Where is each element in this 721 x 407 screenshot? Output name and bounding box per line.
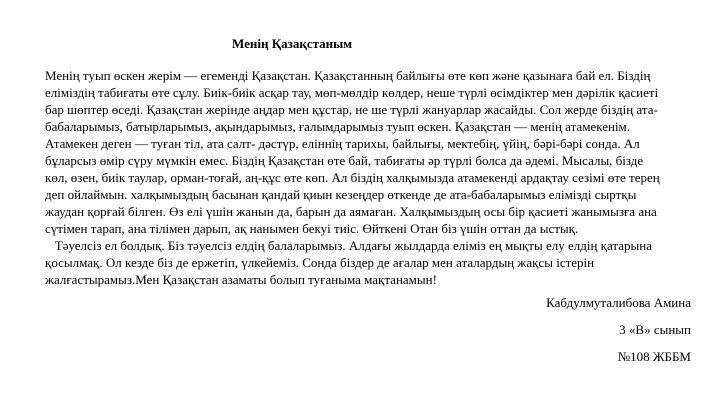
essay-line: еліміздің табиғаты өте сұлу. Биік-биік асқар тау, мөп-мөлдір көлдер, неше түрлі өсімдіктер мен дәрілік қасиеті [45, 85, 659, 100]
essay-line: Атамекен деген — туған тіл, ата салт- дәстүр, еліннің тарихы, байлығы, мектебің, үйің, бәрі-бәрі сонда. Ал [45, 136, 640, 151]
author-name: Кабдулмуталибова Амина [546, 295, 691, 310]
essay-line: сүтімен тарап, ана тілімен дарып, ақ нанымен бекуі тиіс. Өйткені Отан біз үшін оттан да ыстық. [45, 221, 579, 236]
essay-line: жаудан қорғай білген. Өз елі үшін жанын да, барын да аямаған. Халқымыздың осы бір қасиеті жанымызға ана [45, 204, 657, 219]
essay-body [45, 67, 705, 288]
essay-line: Тәуелсіз ел болдық. Біз тәуелсіз елдің балаларымыз. Алдағы жылдарда еліміз ең мықты елу елдің қатарына [45, 238, 652, 253]
essay-line: деп ойлаймын. халқымыздың басынан қандай қиын кезеңдер өткенде де ата-бабаларымыз елімізді сыртқы [45, 187, 637, 202]
essay-line: көл, өзен, биік таулар, орман-тоғай, аң-құс өте көп. Ал біздің халқымызда атамекенді ардақтау сезімі өте терең [45, 170, 660, 185]
essay-line: бұларсыз өмір сүру мүмкін емес. Біздің Қазақстан өте бай, табиғаты әр түрлі болса да әдемі. Мысалы, бізде [45, 153, 644, 168]
author-school: №108 ЖББМ [617, 349, 691, 364]
essay-line: Менің туып өскен жерім — егеменді Қазақстан. Қазақстанның байлығы өте көп және қазынаға бай ел. Біздің [45, 68, 651, 83]
essay-line: бар шөптер өседі. Қазақстан жерінде аңдар мен құстар, не ше түрлі жануарлар жасайды. Сол жерде біздің ата- [45, 102, 658, 117]
author-class: 3 «В» сынып [619, 322, 691, 337]
essay-line: жалғастырамыз.Мен Қазақстан азаматы болып туғаныма мақтанамын! [45, 272, 437, 287]
essay-line: бабаларымыз, батырларымыз, ақындарымыз, ғалымдарымыз туып өскен. Қазақстан — менің атамекенім. [45, 119, 631, 134]
essay-line: қосылмақ. Ол кезде біз де ержетіп, үлкейеміз. Сонда біздер де ағалар мен аталардың жақсы істерін [45, 255, 595, 270]
document-title: Менің Қазақстаным [232, 36, 353, 51]
